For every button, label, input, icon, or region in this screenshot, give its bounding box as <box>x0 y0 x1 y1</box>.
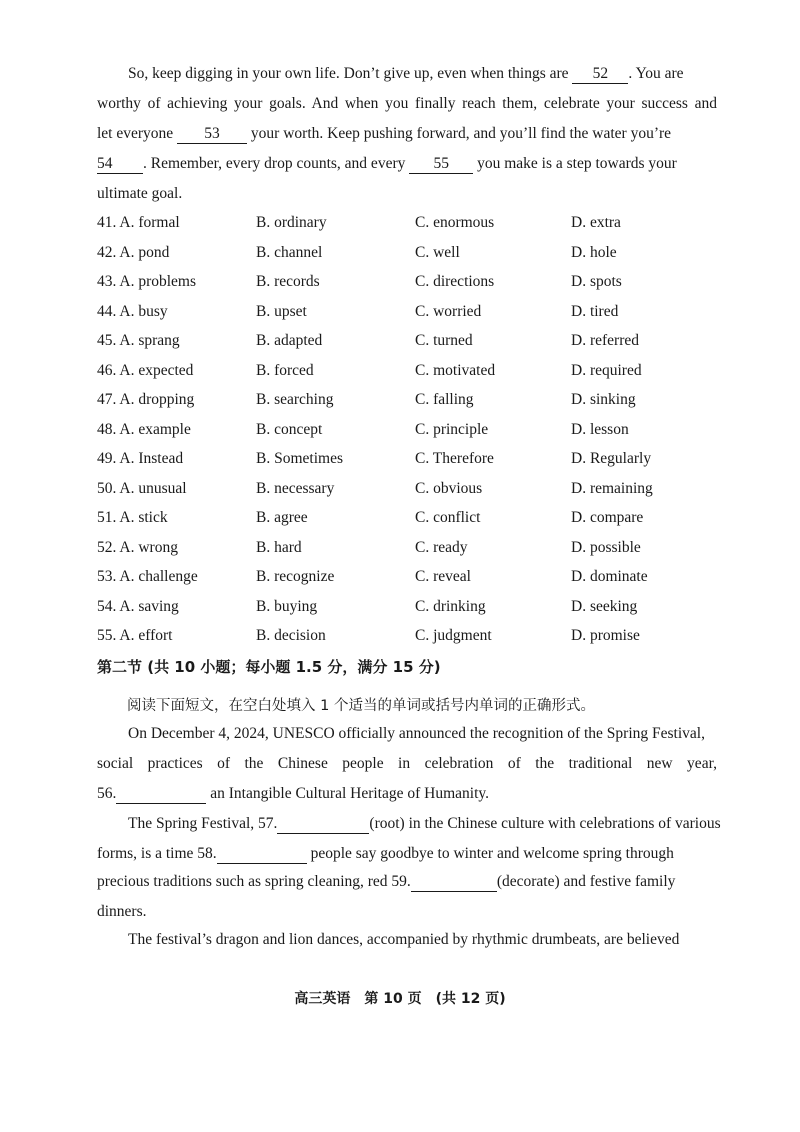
blank-57[interactable] <box>277 815 369 834</box>
option-d[interactable]: D. promise <box>571 627 640 644</box>
option-d[interactable]: D. spots <box>571 273 622 290</box>
option-row <box>97 212 717 234</box>
option-row <box>97 360 717 382</box>
option-a[interactable]: 42. A. pond <box>97 243 170 261</box>
option-d[interactable]: D. compare <box>571 509 644 526</box>
passage2-line-7: dinners. <box>97 903 147 920</box>
option-b[interactable]: B. concept <box>256 420 323 438</box>
option-b[interactable]: B. Sometimes <box>256 450 343 467</box>
option-d[interactable]: D. seeking <box>571 597 638 615</box>
option-row <box>97 301 717 323</box>
option-b[interactable]: B. adapted <box>256 332 323 349</box>
blank-52[interactable]: 52 <box>572 65 628 84</box>
option-b[interactable]: B. recognize <box>256 568 335 585</box>
option-a[interactable]: 52. A. wrong <box>97 538 178 556</box>
option-row <box>97 625 717 647</box>
option-a[interactable]: 45. A. sprang <box>97 332 180 349</box>
option-b[interactable]: B. channel <box>256 243 323 261</box>
passage1-line-2: worthy of achieving your goals. And when you finally reach them, celebrate your success and <box>97 95 717 112</box>
option-c[interactable]: C. Therefore <box>415 450 494 467</box>
passage1-line-1: So, keep digging in your own life. Don’t give up, even when things are 52 . You are <box>128 65 684 82</box>
passage1-line-5: ultimate goal. <box>97 185 183 202</box>
option-row <box>97 566 717 588</box>
option-c[interactable]: C. drinking <box>415 597 486 615</box>
option-d[interactable]: D. referred <box>571 332 639 349</box>
option-b[interactable]: B. searching <box>256 391 334 408</box>
option-c[interactable]: C. judgment <box>415 627 492 644</box>
option-c[interactable]: C. turned <box>415 332 473 349</box>
option-d[interactable]: D. required <box>571 361 642 379</box>
section-heading: 第二节 (共 10 小题；每小题 1.5 分，满分 15 分) <box>97 658 441 676</box>
option-b[interactable]: B. hard <box>256 538 302 556</box>
option-d[interactable]: D. dominate <box>571 568 648 585</box>
option-a[interactable]: 46. A. expected <box>97 361 194 379</box>
option-b[interactable]: B. buying <box>256 597 318 615</box>
option-b[interactable]: B. forced <box>256 361 314 379</box>
blank-59[interactable] <box>411 873 497 892</box>
option-row <box>97 419 717 441</box>
option-c[interactable]: C. conflict <box>415 509 481 526</box>
option-d[interactable]: D. lesson <box>571 420 629 438</box>
option-d[interactable]: D. hole <box>571 243 617 261</box>
option-d[interactable]: D. remaining <box>571 479 653 497</box>
option-c[interactable]: C. falling <box>415 391 474 408</box>
blank-56[interactable] <box>116 785 206 804</box>
option-c[interactable]: C. enormous <box>415 214 495 231</box>
passage2-line-2: social practices of the Chinese people in celebration of the traditional new year, <box>97 755 717 772</box>
option-a[interactable]: 48. A. example <box>97 420 191 438</box>
option-d[interactable]: D. sinking <box>571 391 636 408</box>
option-b[interactable]: B. decision <box>256 627 326 644</box>
option-c[interactable]: C. well <box>415 243 460 261</box>
option-c[interactable]: C. worried <box>415 302 482 320</box>
option-c[interactable]: C. motivated <box>415 361 496 379</box>
option-a[interactable]: 55. A. effort <box>97 627 173 644</box>
passage2-line-3: 56. an Intangible Cultural Heritage of Humanity. <box>97 785 490 802</box>
option-a[interactable]: 43. A. problems <box>97 273 197 290</box>
option-row <box>97 448 717 470</box>
blank-55[interactable]: 55 <box>409 155 473 174</box>
option-row <box>97 596 717 618</box>
option-b[interactable]: B. ordinary <box>256 214 327 231</box>
option-row <box>97 271 717 293</box>
option-d[interactable]: D. Regularly <box>571 450 652 467</box>
option-c[interactable]: C. reveal <box>415 568 471 585</box>
passage2-line-1: On December 4, 2024, UNESCO officially announced the recognition of the Spring Festival, <box>128 725 705 742</box>
option-c[interactable]: C. obvious <box>415 479 483 497</box>
blank-54[interactable]: 54 <box>97 155 143 174</box>
section-instruction: 阅读下面短文，在空白处填入 1 个适当的单词或括号内单词的正确形式。 <box>127 698 595 714</box>
option-row <box>97 242 717 264</box>
option-b[interactable]: B. necessary <box>256 479 335 497</box>
option-a[interactable]: 41. A. formal <box>97 214 180 231</box>
blank-53[interactable]: 53 <box>177 125 247 144</box>
option-row <box>97 330 717 352</box>
passage2-line-8: The festival’s dragon and lion dances, accompanied by rhythmic drumbeats, are believed <box>128 931 680 948</box>
option-a[interactable]: 49. A. Instead <box>97 450 184 467</box>
option-a[interactable]: 50. A. unusual <box>97 479 187 497</box>
option-a[interactable]: 54. A. saving <box>97 597 179 615</box>
option-a[interactable]: 51. A. stick <box>97 509 168 526</box>
option-b[interactable]: B. upset <box>256 302 307 320</box>
passage2-line-6: precious traditions such as spring cleaning, red 59. (decorate) and festive family <box>97 873 676 890</box>
option-a[interactable]: 47. A. dropping <box>97 391 195 408</box>
option-b[interactable]: B. records <box>256 273 320 290</box>
passage2-line-4: The Spring Festival, 57. (root) in the Chinese culture with celebrations of various <box>128 815 721 832</box>
option-d[interactable]: D. tired <box>571 302 619 320</box>
option-row <box>97 537 717 559</box>
option-row <box>97 389 717 411</box>
page-footer: 高三英语 第 10 页 (共 12 页) <box>294 991 506 1007</box>
option-c[interactable]: C. directions <box>415 273 495 290</box>
passage1-line-4: 54 . Remember, every drop counts, and every 55 you make is a step towards your <box>97 155 677 172</box>
option-d[interactable]: D. possible <box>571 538 641 556</box>
passage1-line-3: let everyone 53 your worth. Keep pushing forward, and you’ll find the water you’re <box>97 125 672 142</box>
option-c[interactable]: C. ready <box>415 538 468 556</box>
option-row <box>97 507 717 529</box>
option-row <box>97 478 717 500</box>
passage2-line-5: forms, is a time 58. people say goodbye to winter and welcome spring through <box>97 845 674 862</box>
option-b[interactable]: B. agree <box>256 509 308 526</box>
option-a[interactable]: 44. A. busy <box>97 302 168 320</box>
option-c[interactable]: C. principle <box>415 420 489 438</box>
option-d[interactable]: D. extra <box>571 214 621 231</box>
blank-58[interactable] <box>217 845 307 864</box>
option-a[interactable]: 53. A. challenge <box>97 568 198 585</box>
